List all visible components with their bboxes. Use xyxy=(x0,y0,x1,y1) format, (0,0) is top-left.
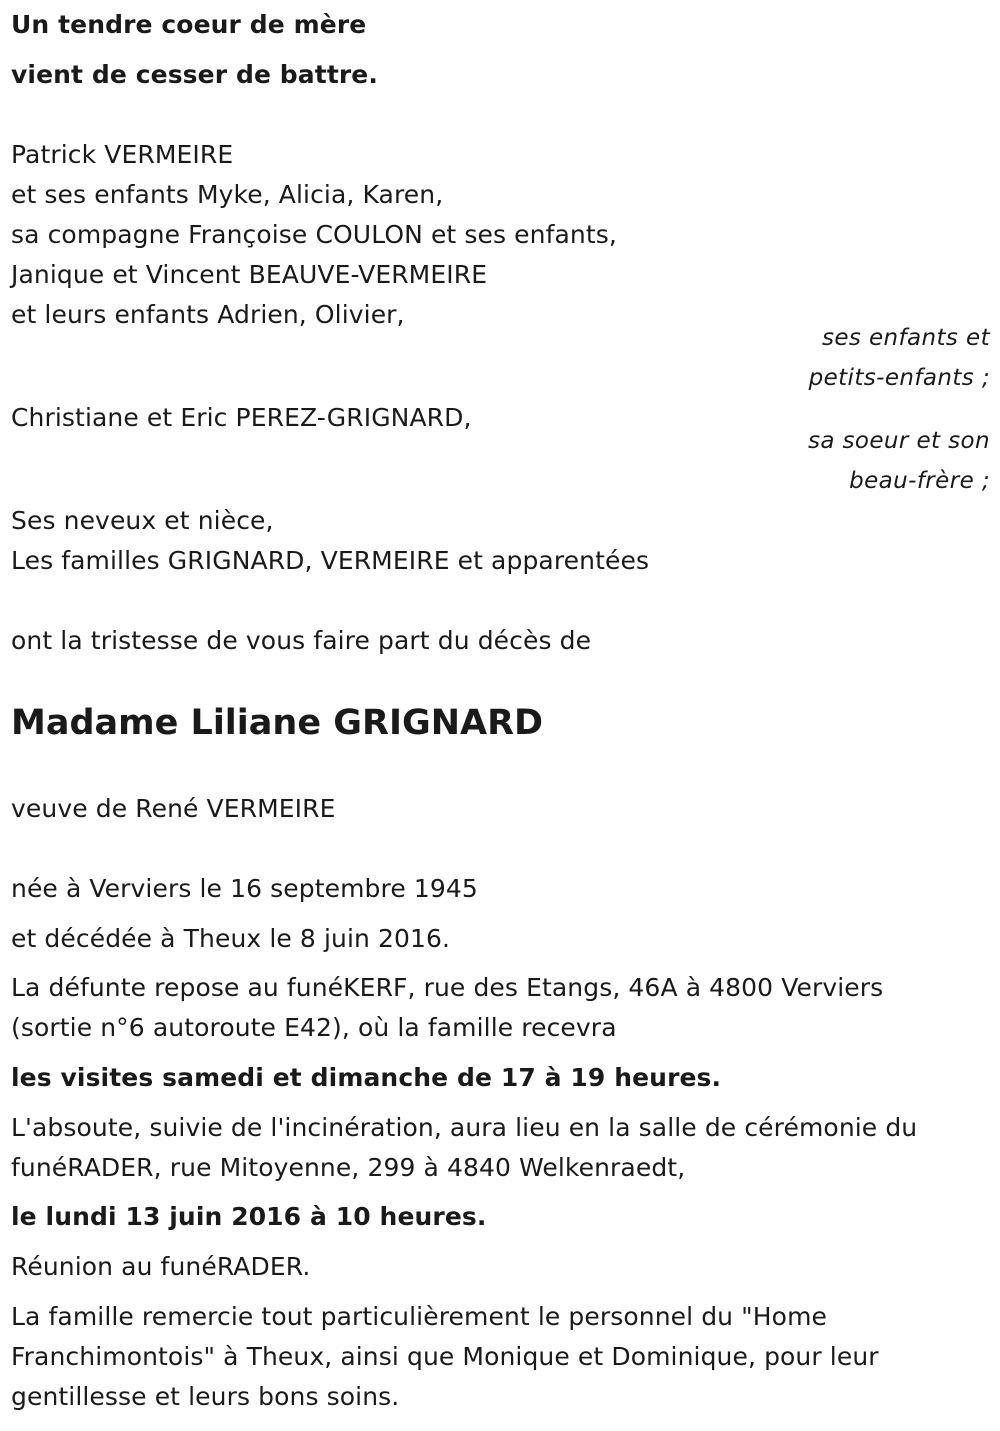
birth-line: née à Verviers le 16 septembre 1945 xyxy=(11,874,478,903)
family-line-1: Patrick VERMEIRE xyxy=(11,140,234,169)
thanks-line-2: Franchimontois" à Theux, ainsi que Monique et Dominique, pour leur xyxy=(11,1342,879,1371)
relation-sister-line-1: sa soeur et son xyxy=(807,428,990,454)
visitation-hours: les visites samedi et dimanche de 17 à 19 heures. xyxy=(11,1063,722,1092)
family-line-2: et ses enfants Myke, Alicia, Karen, xyxy=(11,180,444,209)
family-line-3: sa compagne Françoise COULON et ses enfants, xyxy=(11,220,617,249)
relation-children-line-2: petits-enfants ; xyxy=(808,365,990,391)
ceremony-datetime: le lundi 13 juin 2016 à 10 heures. xyxy=(11,1202,487,1231)
sister-line: Christiane et Eric PEREZ-GRIGNARD, xyxy=(11,403,472,432)
relation-children-line-1: ses enfants et xyxy=(821,325,990,351)
others-line-2: Les familles GRIGNARD, VERMEIRE et apparentées xyxy=(11,546,650,575)
ceremony-line-1: L'absoute, suivie de l'incinération, aura lieu en la salle de cérémonie du xyxy=(11,1113,918,1142)
visitation-line-2: (sortie n°6 autoroute E42), où la famille recevra xyxy=(11,1013,617,1042)
family-line-4: Janique et Vincent BEAUVE-VERMEIRE xyxy=(11,260,488,289)
announcement-line: ont la tristesse de vous faire part du décès de xyxy=(11,626,592,655)
heading-line-1: Un tendre coeur de mère xyxy=(11,10,367,39)
heading-line-2: vient de cesser de battre. xyxy=(11,60,378,89)
thanks-line-1: La famille remercie tout particulièrement le personnel du "Home xyxy=(11,1302,828,1331)
gathering-line: Réunion au funéRADER. xyxy=(11,1252,311,1281)
deceased-name: Madame Liliane GRIGNARD xyxy=(11,703,544,743)
ceremony-line-2: funéRADER, rue Mitoyenne, 299 à 4840 Welkenraedt, xyxy=(11,1153,686,1182)
others-line-1: Ses neveux et nièce, xyxy=(11,506,274,535)
visitation-line-1: La défunte repose au funéKERF, rue des Etangs, 46A à 4800 Verviers xyxy=(11,973,884,1002)
thanks-line-3: gentillesse et leurs bons soins. xyxy=(11,1382,400,1411)
relation-sister-line-2: beau-frère ; xyxy=(849,468,990,494)
death-line: et décédée à Theux le 8 juin 2016. xyxy=(11,924,451,953)
widow-of-line: veuve de René VERMEIRE xyxy=(11,794,336,823)
family-line-5: et leurs enfants Adrien, Olivier, xyxy=(11,300,405,329)
